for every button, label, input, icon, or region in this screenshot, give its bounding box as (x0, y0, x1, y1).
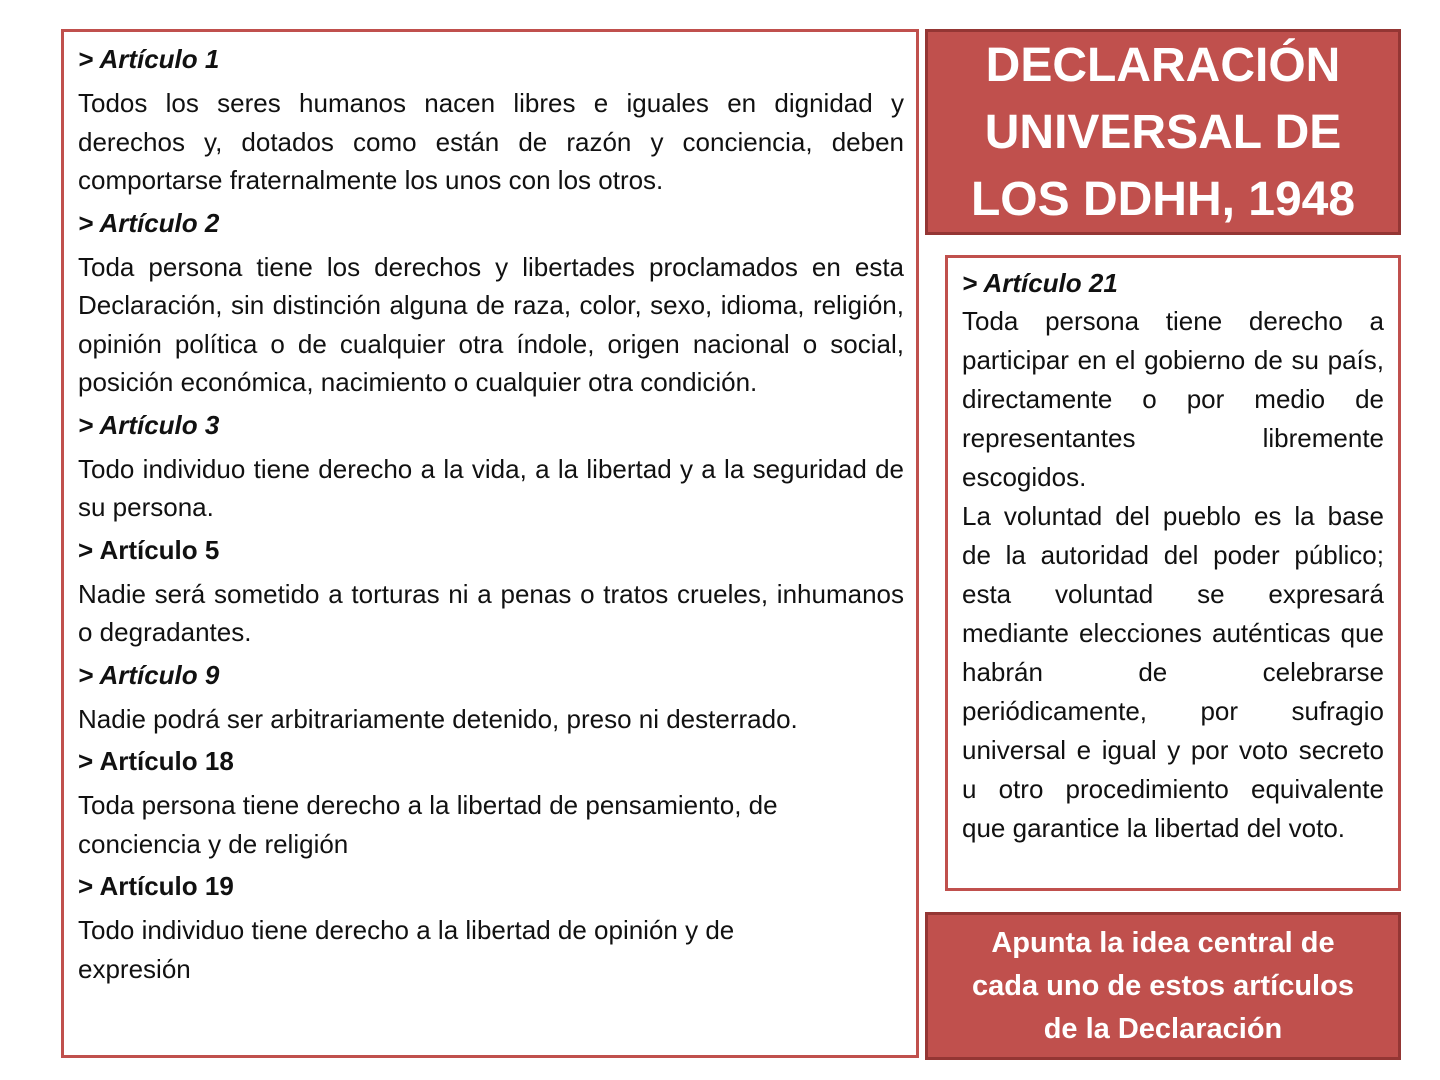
declaration-title-box (925, 29, 1401, 235)
title-line-3: LOS DDHH, 1948 (970, 172, 1356, 226)
article-text: Todo individuo tiene derecho a la libertad de opinión y de expresión (78, 915, 735, 984)
article-title: > Artículo 19 (78, 871, 234, 901)
article-19 (78, 869, 904, 988)
article-title: > Artículo 1 (78, 44, 220, 74)
article-21-paragraph-2: La voluntad del pueblo es la base de la autoridad del poder público; esta voluntad se expresará mediante elecciones auténticas que habrán de celebrarse periódicamente, por sufragio universal e igual y por voto secreto u otro procedimiento equivalente que garantice la libertad del voto. (962, 501, 1384, 843)
instruction-line-3: de la Declaración (1043, 1012, 1283, 1045)
article-text: Toda persona tiene derecho a la libertad de pensamiento, de conciencia y de religión (78, 790, 778, 859)
instruction-text (972, 922, 1354, 1051)
article-21-paragraph-1: Toda persona tiene derecho a participar en el gobierno de su país, directamente o por medio de representantes libremente escogidos. (962, 306, 1384, 492)
article-21-panel (945, 255, 1401, 891)
article-text: Nadie podrá ser arbitrariamente detenido, preso ni desterrado. (78, 703, 798, 734)
article-9 (78, 658, 904, 739)
instruction-line-1: Apunta la idea central de (991, 926, 1335, 959)
article-18 (78, 744, 904, 863)
article-3 (78, 408, 904, 527)
title-line-1: DECLARACIÓN (985, 38, 1341, 92)
article-title: > Artículo 9 (78, 659, 220, 690)
article-title: > Artículo 5 (78, 534, 220, 565)
article-title: > Artículo 2 (78, 207, 220, 238)
instruction-line-2: cada uno de estos artículos (972, 969, 1354, 1002)
article-5 (78, 533, 904, 652)
article-title: > Artículo 3 (78, 409, 220, 440)
article-21-title: > Artículo 21 (962, 268, 1118, 298)
article-text: Toda persona tiene los derechos y libertades proclamados en esta Declaración, sin distinción alguna de raza, color, sexo, idioma, religión, opinión política o de cualquier otra índole, origen nacional o social, posición económica, nacimiento o cualquier otra condición. (78, 251, 904, 397)
article-text: Todos los seres humanos nacen libres e iguales en dignidad y derechos y, dotados como están de razón y conciencia, deben comportarse fraternalmente los unos con los otros. (78, 88, 904, 195)
declaration-title (971, 32, 1355, 233)
instruction-box (925, 912, 1401, 1060)
article-title: > Artículo 18 (78, 746, 234, 776)
article-2 (78, 206, 904, 402)
article-1 (78, 42, 904, 200)
title-line-2: UNIVERSAL DE (984, 105, 1342, 159)
articles-panel (61, 29, 919, 1058)
article-text: Todo individuo tiene derecho a la vida, a la libertad y a la seguridad de su persona. (78, 453, 904, 522)
article-text: Nadie será sometido a torturas ni a penas o tratos crueles, inhumanos o degradantes. (78, 578, 904, 647)
